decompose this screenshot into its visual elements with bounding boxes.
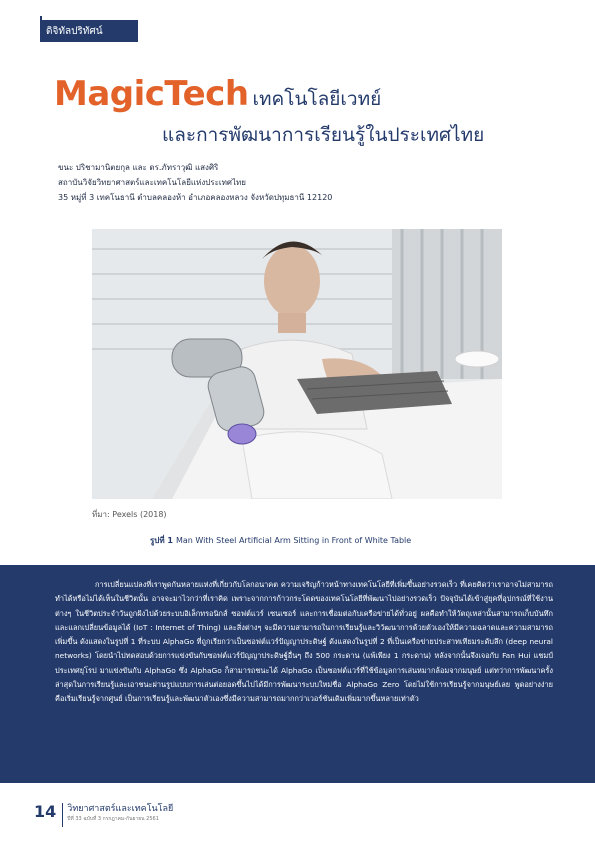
figure-caption-text: Man With Steel Artificial Arm Sitting in Front of White Table <box>176 536 412 545</box>
section-tag: ดิจิทัลปริทัศน์ <box>40 20 138 42</box>
footer-divider <box>62 803 63 827</box>
byline <box>58 160 332 205</box>
page-number: 14 <box>34 802 57 821</box>
article-title <box>54 74 554 114</box>
footer-publication: วิทยาศาสตร์และเทคโนโลยี <box>67 804 174 814</box>
byline-authors: ขนะ ปริชามานิตยกุล และ ดร.ภัทราวุฒิ แสงศิริ <box>58 163 219 172</box>
title-brand: MagicTech <box>54 74 249 114</box>
byline-address: 35 หมู่ที่ 3 เทคโนธานี ตำบลคลองห้า อำเภอคลองหลวง จังหวัดปทุมธานี 12120 <box>58 193 333 202</box>
title-line1-rest: เทคโนโลยีเวทย์ <box>252 88 382 110</box>
figure-caption <box>150 534 411 547</box>
figure-source: ที่มา: Pexels (2018) <box>92 510 167 519</box>
body-paragraph: การเปลี่ยนแปลงที่เราพูดกันหลายแห่งที่เกี่ยวกับโลกอนาคต ความเจริญก้าวหน้าทางเทคโนโลยีที่เพิ่มขึ้นอย่างรวดเร็ว ที่เคยคิดว่าเราอาจไม่สามารถทำได้หรือไม่ได้เห็นในชีวิตนั้น อาจจะมาไวกว่าที่เราคิด เพราะจากการก้าวกระโดดของเทคโนโลยีที่พัฒนาไปอย่างรวดเร็ว ปัจจุบันได้เข้าสู่ยุคที่อุปกรณ์ที่ใช้งานต่างๆ ในชีวิตประจำวันถูกฝังไปด้วยระบบอิเล็กทรอนิกส์ ซอฟต์แวร์ เซนเซอร์ และการเชื่อมต่อกับเครือข่ายได้ทั่วอยู่ ผลคือทำให้วัตถุเหล่านั้นสามารถเก็บบันทึกและแลกเปลี่ยนข้อมูลได้ (IoT : Internet of Thing) และสิ่งต่างๆ จะมีความสามารถในการเรียนรู้และวิวัฒนาการด้วยตัวเองให้มีความฉลาดและความสามารถเพิ่มขึ้น ดังแสดงในรูปที่ 1 ที่ระบบ AlphaGo ที่ถูกเรียกว่าเป็นซอฟต์แวร์ปัญญาประดิษฐ์ ดังแสดงในรูปที่ 2 ที่เป็นเครือข่ายประสาทเทียมระดับลึก (deep neural networks) โดยนำไปทดสอบด้วยการแข่งขันกับซอฟต์แวร์ปัญญาประดิษฐ์อื่นๆ ถึง 500 กระดาน (แพ้เพียง 1 กระดาน) หลังจากนั้นจึงเจอกับ Fan Hui แชมป์ประเทศยุโรป มาแข่งขันกับ AlphaGo ซึ่ง AlphaGo ก็สามารถชนะได้ AlphaGo เป็นซอฟต์แวร์ที่ใช้ข้อมูลการเล่นหมากล้อมจากมนุษย์ แต่ทว่าการพัฒนาครั้งล่าสุดในการเรียนรู้และเอาชนะผ่านรูปแบบการเล่นต่อยอดขึ้นไปได้มีการพัฒนาระบบใหม่ชื่อ AlphaGo Zero โดยไม่ใช้การเรียนรู้จากมนุษย์เลย พูดอย่างง่ายคือเริ่มเรียนรู้จากศูนย์ เป็นการเรียนรู้และพัฒนาตัวเองซึ่งมีความสามารถมากกว่าเวอร์ชันเดิมเพิ่มมากขึ้นหลายเท่าตัว <box>55 580 553 704</box>
title-line2: และการพัฒนาการเรียนรู้ในประเทศไทย <box>162 124 485 146</box>
footer-publication-block <box>67 801 173 823</box>
footer-issue: ปีที่ 33 ฉบับที่ 3 กรกฎาคม-กันยายน 2561 <box>67 816 159 822</box>
footer <box>34 801 173 831</box>
figure-photo <box>92 229 502 499</box>
figure-number: รูปที่ 1 <box>150 536 173 545</box>
photo-illustration <box>92 229 502 499</box>
byline-institution: สถาบันวิจัยวิทยาศาสตร์และเทคโนโลยีแห่งประเทศไทย <box>58 178 246 187</box>
